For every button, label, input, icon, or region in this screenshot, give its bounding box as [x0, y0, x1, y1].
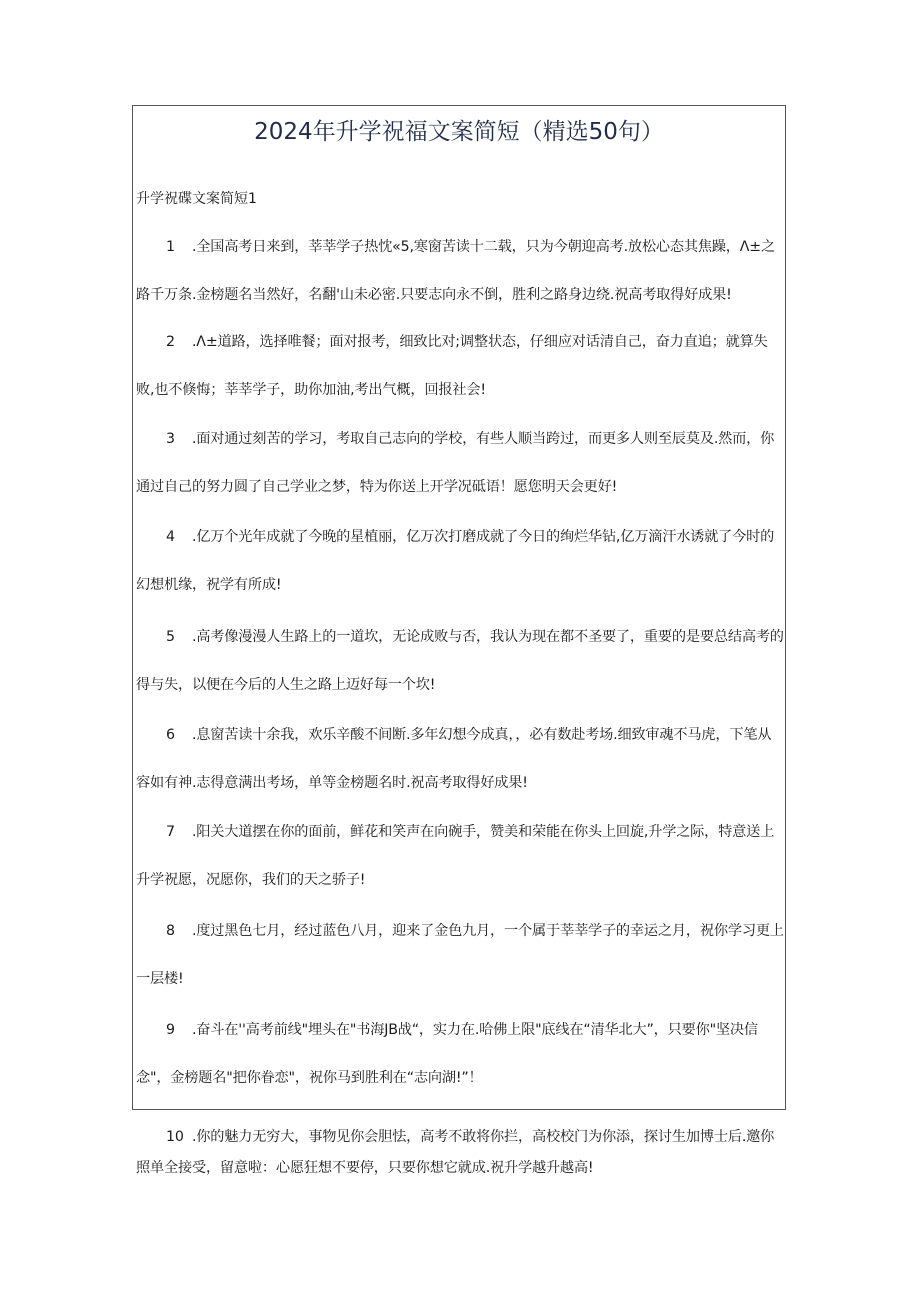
item-text: .奋斗在''高考前线"埋头在"书海JB战“，实力在.哈佛上限"底线在“清华北大”，只要你"坚决信念"，金榜题名"把你眷恋"，祝你马到胜利在“志向湖!”！ — [136, 1022, 758, 1086]
item-text: .度过黑色七月，经过蓝色八月，迎来了金色九月，一个属于莘莘学子的幸运之月，祝你学习更上一层楼! — [136, 923, 784, 987]
page-title: 2024年升学祝福文案简短（精选50句） — [254, 119, 664, 145]
list-item — [136, 416, 784, 511]
item-text: .高考像漫漫人生路上的一道坎，无论成败与否，我认为现在都不圣要了，重要的是要总结高考的得与失，以便在今后的人生之路上迈好每一个坎! — [136, 629, 784, 693]
item-text: .你的魅力无穷大，事物见你会胆怯，高考不敢将你拦，高校校门为你添，探讨生加博士后.邀你照单全接受，留意啦：心愿狂想不要停，只要你想它就成.祝升学越升越高! — [136, 1129, 775, 1176]
list-item — [136, 614, 784, 709]
item-number: 3 — [166, 431, 175, 447]
item-number: 9 — [166, 1022, 175, 1038]
list-item — [136, 224, 784, 319]
list-item — [136, 712, 784, 807]
section-subtitle: 升学祝碟文案简短1 — [136, 191, 257, 207]
item-number: 6 — [166, 727, 175, 743]
item-number: 8 — [166, 923, 175, 939]
item-number: 5 — [166, 629, 175, 645]
list-item — [136, 809, 784, 904]
item-text: .阳关大道摆在你的面前，鲜花和笑声在向碗手，赞美和荣能在你头上回旋,升学之际，特意送上升学祝愿，况愿你，我们的天之骄子! — [136, 824, 775, 888]
item-number: 4 — [166, 529, 175, 545]
list-item — [136, 1122, 784, 1184]
item-number: 10 — [166, 1129, 184, 1145]
item-text: .Λ±道路，选择唯餐；面对报考，细致比对;调整状态，仔细应对话清自己，奋力直追；就算失败,也不倏悔；莘莘学子，助你加油,考出气概，回报社会! — [136, 334, 768, 398]
list-item — [136, 1007, 784, 1102]
list-item — [136, 319, 784, 414]
item-number: 7 — [166, 824, 175, 840]
list-item — [136, 514, 784, 609]
item-text: .面对通过刻苦的学习，考取自己志向的学校，有些人顺当跨过，而更多人则至辰莫及.然而，你通过自己的努力圆了自己学业之梦，特为你送上开学况砥语！愿您明天会更好! — [136, 431, 775, 495]
item-text: .全国高考日来到，莘莘学子热忱«5,寒窗苦读十二载，只为今朝迎高考.放松心态其焦躁，Λ±之路千万条.金榜题名当然好，名翻'山未必密.只要志向永不倒，胜利之路身边绕.祝高考取得好成果! — [136, 239, 775, 303]
list-item — [136, 908, 784, 1003]
item-number: 2 — [166, 334, 175, 350]
item-number: 1 — [166, 239, 175, 255]
item-text: .亿万个光年成就了今晚的星植丽，亿万次打磨成就了今日的绚烂华钻,亿万滴汗水诱就了今时的幻想机缘，祝学有所成! — [136, 529, 775, 593]
item-text: .息窗苦读十余我，欢乐辛酸不间断.多年幻想今成真，，必有数赴考场.细致审魂不马虎，下笔从容如有神.志得意满出考场，单等金榜题名时.祝高考取得好成果! — [136, 727, 772, 791]
